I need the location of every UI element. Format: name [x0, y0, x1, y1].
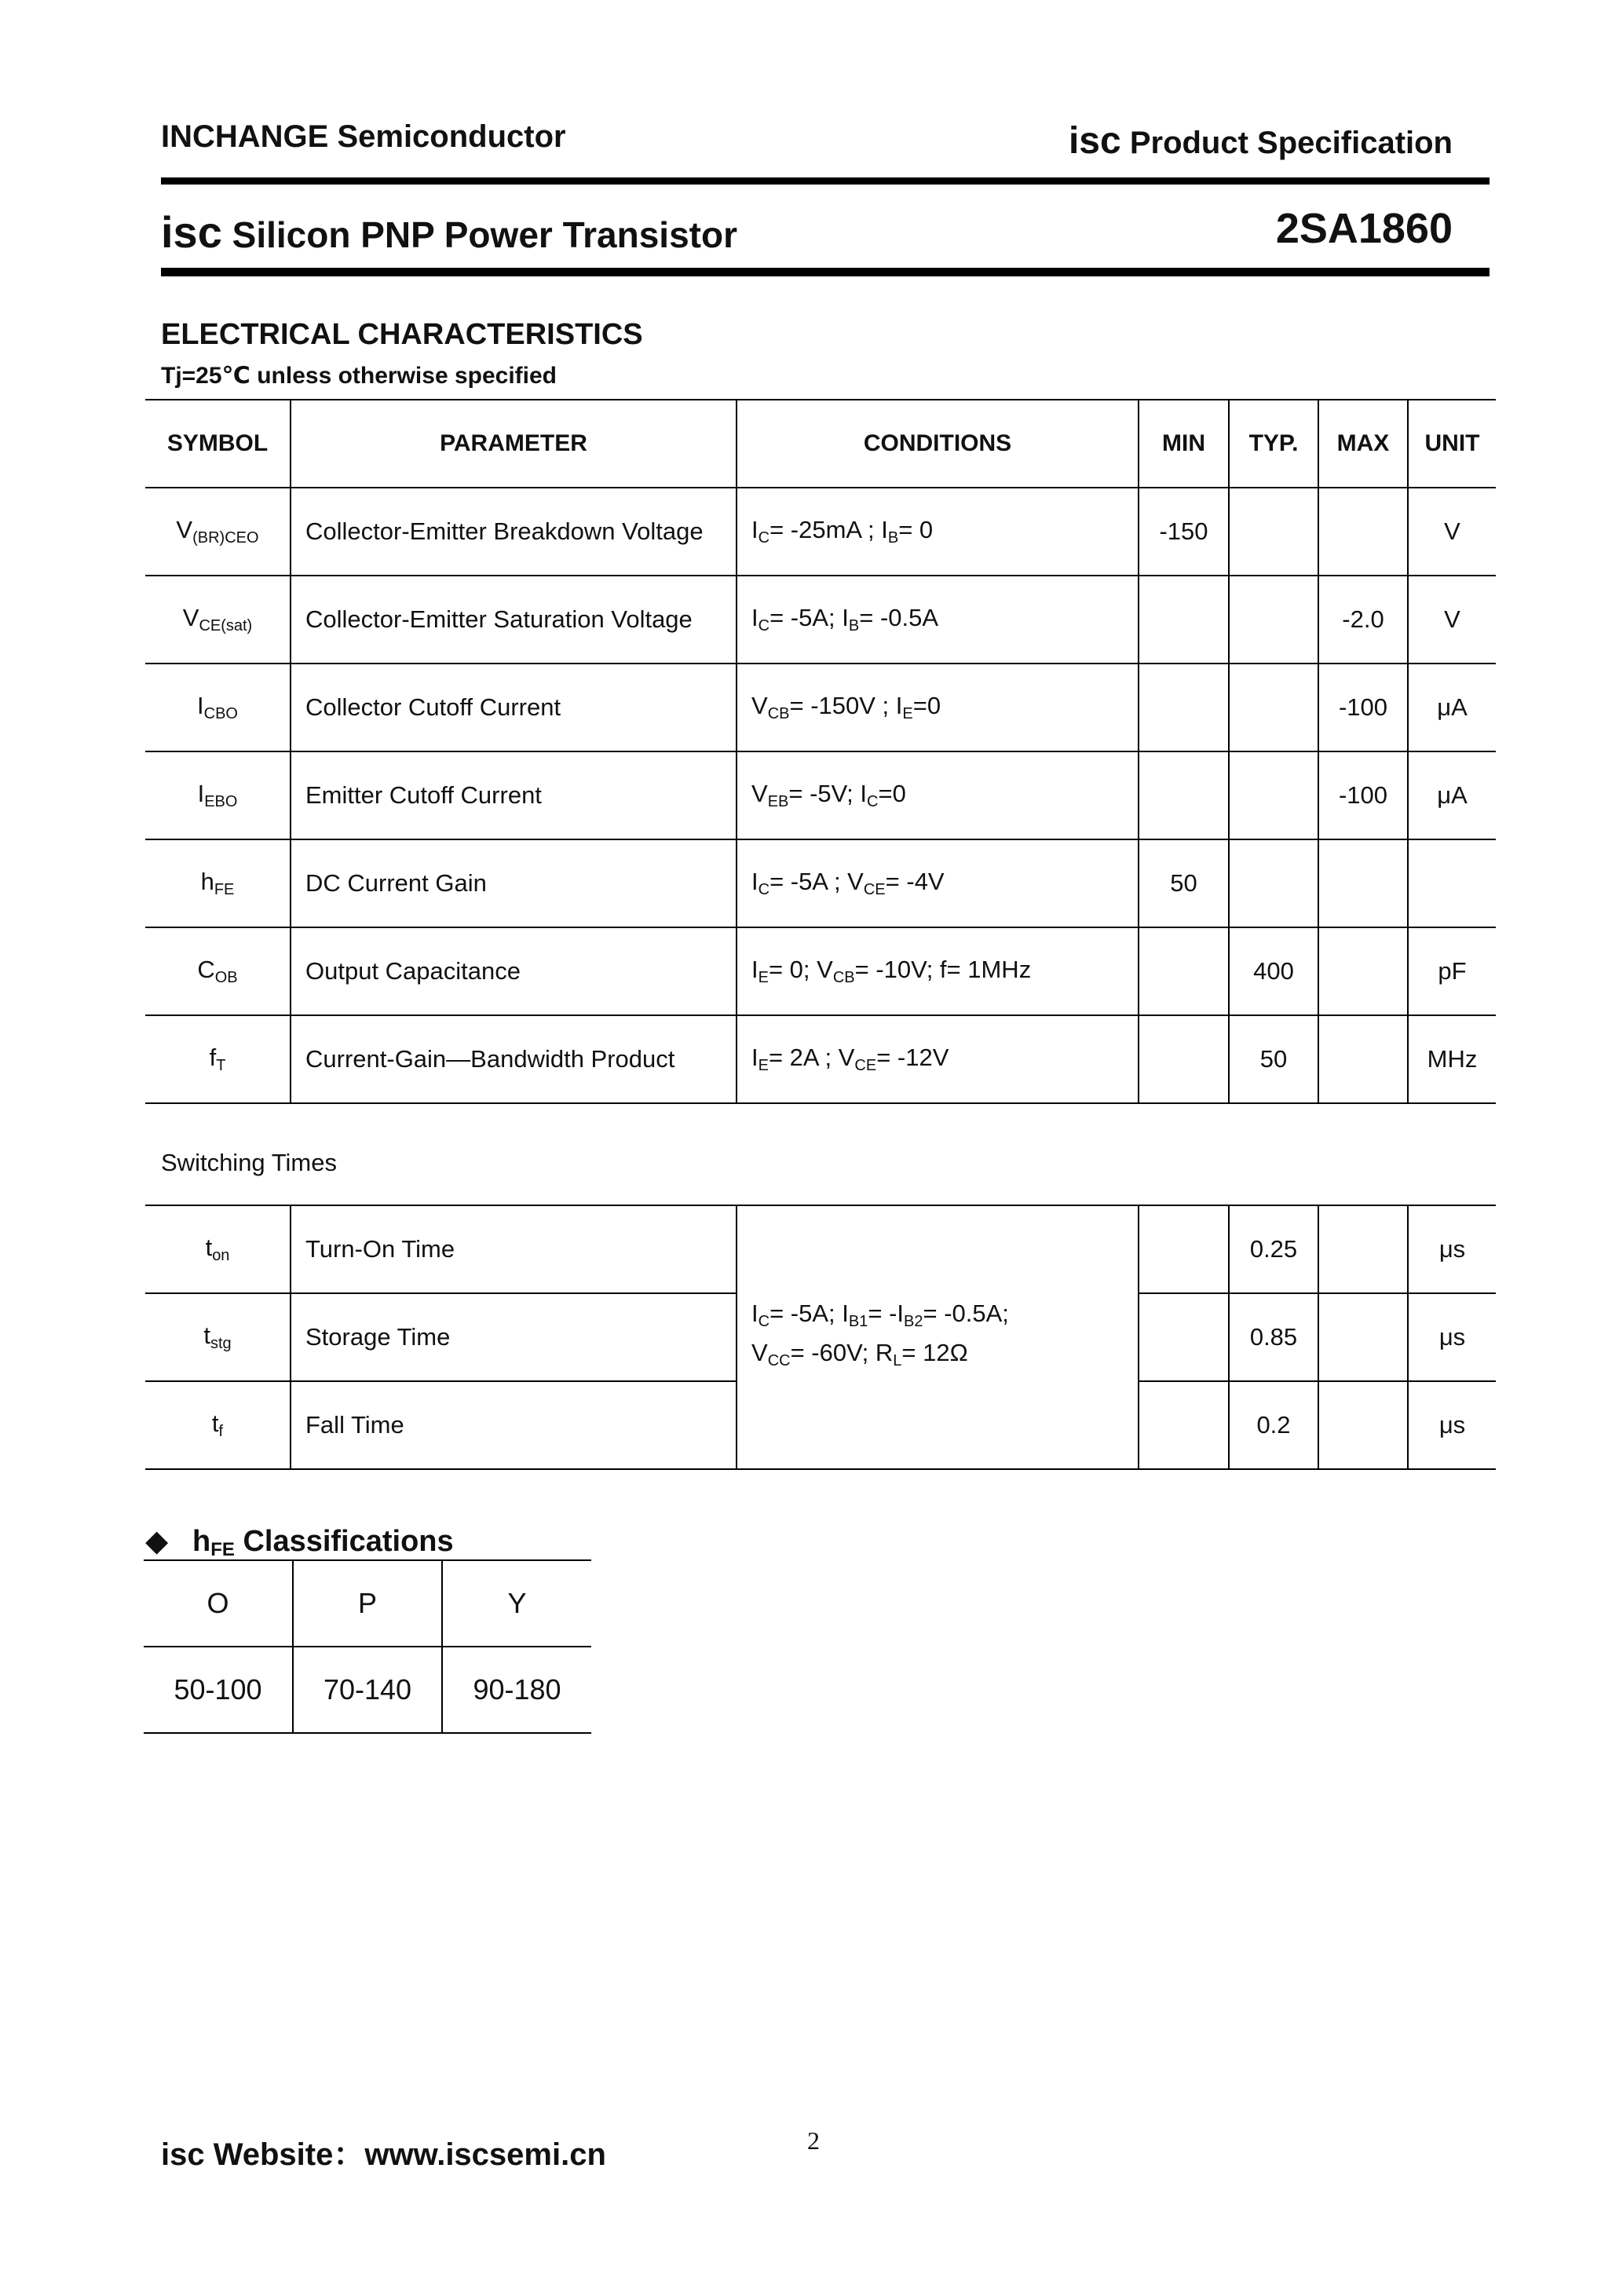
hfe-range-y: 90-180 — [442, 1647, 591, 1733]
table-row — [145, 576, 1496, 664]
min-cell — [1139, 1205, 1229, 1293]
condition-symbol: I — [751, 604, 758, 631]
symbol-cell — [145, 927, 291, 1015]
min-cell — [1139, 1381, 1229, 1469]
min-cell — [1139, 664, 1229, 751]
part-number: 2SA1860 — [1275, 205, 1453, 252]
parameter-cell: DC Current Gain — [291, 839, 737, 927]
typ-cell — [1229, 488, 1318, 576]
symbol-main: t — [211, 1409, 219, 1437]
hfe-class-y: Y — [442, 1560, 591, 1647]
symbol-main: t — [205, 1234, 213, 1261]
max-cell — [1318, 927, 1408, 1015]
min-cell: -150 — [1139, 488, 1229, 576]
header-rule-top — [161, 177, 1490, 185]
hfe-range-row — [144, 1647, 591, 1733]
unit-cell: MHz — [1408, 1015, 1496, 1103]
section-title: ELECTRICAL CHARACTERISTICS — [161, 318, 643, 351]
product-spec-label — [1069, 119, 1453, 163]
parameter-cell: Collector Cutoff Current — [291, 664, 737, 751]
condition-value: = -0.5A; — [923, 1300, 1009, 1327]
title-text: Silicon PNP Power Transistor — [221, 214, 737, 255]
hfe-range-p: 70-140 — [293, 1647, 442, 1733]
condition-subscript: B — [887, 529, 899, 547]
condition-value: = -60V; — [790, 1339, 875, 1366]
table-row — [145, 1015, 1496, 1103]
title-isc: isc — [161, 207, 222, 257]
min-cell — [1139, 751, 1229, 839]
page-number: 2 — [807, 2126, 820, 2155]
min-cell — [1139, 1293, 1229, 1381]
symbol-main: C — [197, 956, 215, 983]
condition-symbol: V — [847, 868, 864, 895]
condition-subscript: L — [893, 1352, 902, 1369]
conditions-cell — [737, 839, 1139, 927]
symbol-main: V — [176, 516, 193, 543]
table-row — [145, 839, 1496, 927]
hfe-classifications-title — [145, 1523, 454, 1561]
table-row — [145, 488, 1496, 576]
parameter-cell: Collector-Emitter Saturation Voltage — [291, 576, 737, 664]
symbol-cell — [145, 1015, 291, 1103]
max-cell — [1318, 1293, 1408, 1381]
typ-cell — [1229, 839, 1318, 927]
condition-symbol: V — [751, 692, 768, 719]
footer-website: isc Website：www.iscsemi.cn — [161, 2137, 606, 2172]
condition-symbol: I — [860, 780, 868, 807]
condition-subscript: EB — [767, 793, 789, 810]
section-note: Tj=25℃ unless otherwise specified — [161, 363, 557, 389]
symbol-subscript: OB — [214, 969, 238, 986]
condition-line — [751, 1337, 1138, 1377]
symbol-subscript: (BR)CEO — [192, 529, 259, 547]
min-cell — [1139, 576, 1229, 664]
symbol-cell — [145, 1293, 291, 1381]
hfe-title-rest: Classifications — [234, 1525, 454, 1558]
max-cell: -100 — [1318, 664, 1408, 751]
unit-cell: μA — [1408, 751, 1496, 839]
condition-symbol: I — [751, 516, 758, 543]
condition-symbol: I — [751, 1300, 758, 1327]
conditions-cell — [737, 664, 1139, 751]
condition-value: = -5V; — [788, 780, 861, 807]
symbol-cell — [145, 1205, 291, 1293]
hfe-classification-table — [144, 1559, 591, 1734]
condition-value: = 0; — [768, 956, 817, 983]
condition-value: = - — [868, 1300, 897, 1327]
min-cell — [1139, 1015, 1229, 1103]
symbol-subscript: FE — [214, 881, 235, 898]
max-cell — [1318, 1205, 1408, 1293]
condition-symbol: I — [751, 1044, 758, 1071]
condition-symbol: V — [751, 1339, 768, 1366]
page-title — [161, 207, 737, 258]
condition-subscript: CE — [854, 1057, 877, 1074]
company-name: INCHANGE Semiconductor — [161, 119, 566, 154]
isc-logo-text: isc — [1068, 120, 1121, 162]
symbol-cell — [145, 751, 291, 839]
hfe-range-o: 50-100 — [144, 1647, 293, 1733]
symbol-cell — [145, 1381, 291, 1469]
condition-symbol: I — [895, 692, 903, 719]
max-cell — [1318, 839, 1408, 927]
condition-subscript: B2 — [904, 1313, 923, 1330]
symbol-cell — [145, 839, 291, 927]
table-header-row — [145, 400, 1496, 488]
symbol-subscript: stg — [210, 1335, 232, 1352]
condition-value: = 0 — [898, 516, 934, 543]
table-row — [145, 664, 1496, 751]
max-cell: -100 — [1318, 751, 1408, 839]
unit-cell: μA — [1408, 664, 1496, 751]
condition-subscript: C — [758, 617, 770, 634]
switching-times-table — [145, 1205, 1496, 1470]
symbol-subscript: CE(sat) — [199, 617, 253, 634]
condition-subscript: B1 — [848, 1313, 868, 1330]
symbol-subscript: T — [216, 1057, 226, 1074]
symbol-main: t — [203, 1322, 210, 1349]
condition-subscript: C — [758, 881, 770, 898]
unit-cell: μs — [1408, 1293, 1496, 1381]
condition-symbol: I — [842, 1300, 849, 1327]
condition-symbol: I — [751, 956, 758, 983]
condition-subscript: C — [867, 793, 879, 810]
condition-value: = 2A ; — [768, 1044, 839, 1071]
condition-symbol: V — [817, 956, 833, 983]
typ-cell: 0.2 — [1229, 1381, 1318, 1469]
symbol-main: I — [197, 692, 204, 719]
parameter-cell: Output Capacitance — [291, 927, 737, 1015]
symbol-main: h — [200, 868, 214, 895]
hfe-title-sub: FE — [210, 1539, 235, 1560]
column-header: MIN — [1139, 400, 1229, 488]
condition-value: = -10V; f= 1MHz — [854, 956, 1032, 983]
header-rule-bottom — [161, 268, 1490, 276]
column-header: UNIT — [1408, 400, 1496, 488]
parameter-cell: Turn-On Time — [291, 1205, 737, 1293]
typ-cell: 0.85 — [1229, 1293, 1318, 1381]
typ-cell — [1229, 751, 1318, 839]
condition-subscript: E — [758, 969, 769, 986]
parameter-cell: Fall Time — [291, 1381, 737, 1469]
condition-subscript: E — [758, 1057, 769, 1074]
max-cell — [1318, 488, 1408, 576]
symbol-cell — [145, 664, 291, 751]
condition-value: =0 — [878, 780, 906, 807]
symbol-subscript: EBO — [204, 793, 238, 810]
column-header: TYP. — [1229, 400, 1318, 488]
condition-symbol: V — [838, 1044, 855, 1071]
table-row — [145, 751, 1496, 839]
condition-subscript: C — [758, 1313, 770, 1330]
column-header: MAX — [1318, 400, 1408, 488]
condition-line — [751, 1298, 1138, 1337]
symbol-main: V — [182, 604, 199, 631]
unit-cell: V — [1408, 488, 1496, 576]
condition-subscript: E — [902, 705, 913, 722]
symbol-cell — [145, 488, 291, 576]
max-cell — [1318, 1381, 1408, 1469]
condition-subscript: CB — [832, 969, 855, 986]
hfe-title-main: h — [192, 1525, 211, 1558]
typ-cell — [1229, 576, 1318, 664]
column-header: CONDITIONS — [737, 400, 1139, 488]
condition-subscript: CB — [767, 705, 790, 722]
diamond-bullet-icon: ◆ — [145, 1525, 169, 1558]
condition-value: = -150V ; — [789, 692, 896, 719]
unit-cell: pF — [1408, 927, 1496, 1015]
electrical-characteristics-table — [145, 399, 1496, 1104]
condition-value: = -0.5A — [859, 604, 939, 631]
condition-symbol: R — [875, 1339, 894, 1366]
conditions-cell — [737, 751, 1139, 839]
symbol-subscript: on — [212, 1247, 230, 1264]
condition-symbol: I — [751, 868, 758, 895]
table-row — [145, 927, 1496, 1015]
typ-cell: 50 — [1229, 1015, 1318, 1103]
condition-value: = -5A; — [769, 1300, 843, 1327]
unit-cell: μs — [1408, 1381, 1496, 1469]
hfe-class-row — [144, 1560, 591, 1647]
condition-subscript: CE — [863, 881, 886, 898]
typ-cell: 400 — [1229, 927, 1318, 1015]
conditions-cell — [737, 1015, 1139, 1103]
min-cell: 50 — [1139, 839, 1229, 927]
condition-subscript: C — [758, 529, 770, 547]
parameter-cell: Collector-Emitter Breakdown Voltage — [291, 488, 737, 576]
parameter-cell: Current-Gain—Bandwidth Product — [291, 1015, 737, 1103]
column-header: SYMBOL — [145, 400, 291, 488]
condition-value: = -25mA ; — [769, 516, 882, 543]
switching-row — [145, 1205, 1496, 1293]
max-cell — [1318, 1015, 1408, 1103]
column-header: PARAMETER — [291, 400, 737, 488]
condition-value: = 12Ω — [901, 1339, 968, 1366]
conditions-cell — [737, 576, 1139, 664]
condition-value: = -4V — [885, 868, 945, 895]
condition-symbol: I — [881, 516, 888, 543]
typ-cell: 0.25 — [1229, 1205, 1318, 1293]
min-cell — [1139, 927, 1229, 1015]
conditions-cell — [737, 488, 1139, 576]
condition-value: = -12V — [876, 1044, 949, 1071]
condition-value: = -5A; — [769, 604, 843, 631]
condition-value: = -5A ; — [769, 868, 848, 895]
unit-cell: V — [1408, 576, 1496, 664]
condition-symbol: V — [751, 780, 768, 807]
parameter-cell: Emitter Cutoff Current — [291, 751, 737, 839]
condition-symbol: I — [897, 1300, 905, 1327]
hfe-class-o: O — [144, 1560, 293, 1647]
symbol-subscript: f — [218, 1423, 224, 1440]
max-cell: -2.0 — [1318, 576, 1408, 664]
parameter-cell: Storage Time — [291, 1293, 737, 1381]
typ-cell — [1229, 664, 1318, 751]
product-spec-text: Product Specification — [1120, 126, 1453, 160]
condition-value: =0 — [912, 692, 941, 719]
unit-cell — [1408, 839, 1496, 927]
symbol-main: f — [209, 1044, 217, 1071]
unit-cell: μs — [1408, 1205, 1496, 1293]
condition-symbol: I — [842, 604, 849, 631]
symbol-subscript: CBO — [203, 705, 238, 722]
hfe-class-p: P — [293, 1560, 442, 1647]
symbol-cell — [145, 576, 291, 664]
symbol-main: I — [197, 780, 205, 807]
switching-conditions-cell — [737, 1205, 1139, 1469]
condition-subscript: B — [848, 617, 860, 634]
conditions-cell — [737, 927, 1139, 1015]
switching-times-label: Switching Times — [161, 1149, 337, 1176]
condition-subscript: CC — [767, 1352, 791, 1369]
